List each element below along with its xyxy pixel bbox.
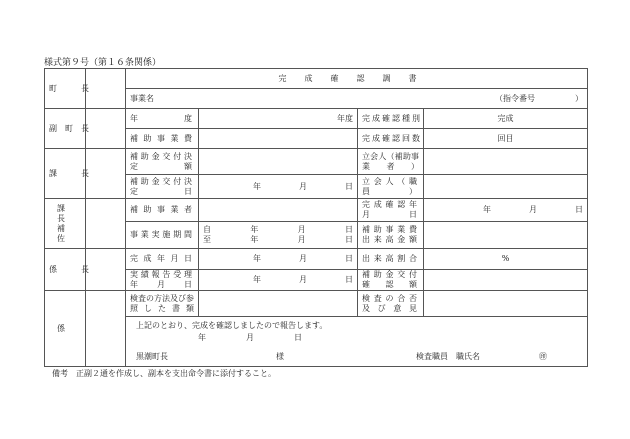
fiscal-year-field[interactable]: 年度	[199, 109, 358, 129]
form-number: 様式第９号（第１６条関係）	[44, 58, 162, 68]
witness-staff-label: 立会人（職員）	[358, 175, 424, 199]
grant-confirm-label: 補助金交付確認額	[358, 270, 424, 291]
day: 日	[345, 254, 353, 263]
type-field[interactable]: 完成	[424, 109, 588, 129]
day: 日	[344, 225, 353, 234]
approver-assistant-chief: 課 長 補 佐	[45, 199, 86, 249]
cost-field[interactable]	[199, 129, 358, 149]
result-label: 検査の合否及び意見	[358, 291, 424, 317]
statement: 上記のとおり、完成を確認しましたので報告します。	[136, 321, 328, 330]
from: 自	[203, 225, 211, 234]
completion-date-label: 完成年月日	[126, 249, 199, 270]
seal-mark: ㊞	[539, 352, 547, 361]
completion-date-field[interactable]	[199, 249, 358, 270]
method-field[interactable]	[199, 291, 358, 317]
method-label: 検査の方法及び参照した書類	[126, 291, 199, 317]
grant-confirm-field[interactable]	[424, 270, 588, 291]
report-date-field[interactable]	[199, 270, 358, 291]
operator-label: 補助事業者	[126, 199, 199, 222]
confirm-date-label: 完成確認年月日	[358, 199, 424, 222]
month: 月	[529, 205, 537, 214]
year: 年	[253, 181, 261, 191]
month: 月	[299, 181, 307, 191]
grant-date-label: 補助金交付決定日	[126, 175, 199, 199]
year: 年	[483, 205, 491, 214]
day: 日	[345, 275, 353, 284]
output-amount-label: 補助事業費出来高金額	[358, 222, 424, 249]
output-ratio-field[interactable]: %	[424, 249, 588, 270]
addressee: 黒潮町長	[136, 352, 168, 361]
grant-amount-field[interactable]	[199, 149, 358, 175]
approver-section-chief: 課 長	[45, 149, 86, 199]
witness-operator-label: 立会人（補助事業者）	[358, 149, 424, 175]
day: 日	[345, 181, 353, 191]
year: 年	[253, 254, 261, 263]
day: 日	[344, 235, 353, 244]
confirm-date-field[interactable]	[424, 199, 588, 222]
output-ratio-label: 出来高割合	[358, 249, 424, 270]
approver-chief: 係 長	[45, 249, 86, 291]
to: 至	[203, 235, 211, 244]
remarks-note: 備考 正副２通を作成し、副本を支出命令書に添付すること。	[52, 369, 276, 378]
day: 日	[575, 205, 583, 214]
output-amount-field[interactable]	[424, 222, 588, 249]
directive-number[interactable]: （指令番号 ）	[495, 93, 583, 103]
month: 月	[299, 275, 307, 284]
month: 月	[297, 235, 306, 244]
witness-staff-field[interactable]	[424, 175, 588, 199]
honorific: 様	[276, 352, 284, 361]
cost-label: 補助事業費	[126, 129, 199, 149]
operator-field[interactable]	[199, 199, 358, 222]
fiscal-year-label: 年 度	[126, 109, 199, 129]
form-title: 完成確認調書	[126, 69, 588, 89]
project-name-label: 事業名	[130, 93, 154, 103]
period-label: 事業実施期間	[126, 222, 199, 249]
count-label: 完成確認回数	[358, 129, 424, 149]
year: 年	[250, 225, 259, 234]
inspector-label: 検査職員 職氏名	[416, 352, 480, 361]
year: 年	[198, 333, 206, 342]
type-label: 完成確認種別	[358, 109, 424, 129]
witness-operator-field[interactable]	[424, 149, 588, 175]
year: 年	[253, 275, 261, 284]
result-field[interactable]	[424, 291, 588, 317]
approver-deputy-mayor: 副町長	[45, 109, 86, 149]
count-field[interactable]: 回目	[424, 129, 588, 149]
completion-confirmation-form	[44, 68, 588, 367]
month: 月	[246, 333, 254, 342]
grant-amount-label: 補助金交付決定額	[126, 149, 199, 175]
month: 月	[297, 225, 306, 234]
approver-mayor: 町 長	[45, 69, 86, 109]
day: 日	[294, 333, 302, 342]
year: 年	[250, 235, 259, 244]
month: 月	[299, 254, 307, 263]
seal-box[interactable]	[86, 199, 126, 249]
grant-date-field[interactable]	[199, 175, 358, 199]
report-date-label: 実績報告受理年月日	[126, 270, 199, 291]
seal-box[interactable]	[86, 291, 126, 367]
approver-staff: 係	[45, 291, 86, 367]
period-field[interactable]	[199, 222, 358, 249]
